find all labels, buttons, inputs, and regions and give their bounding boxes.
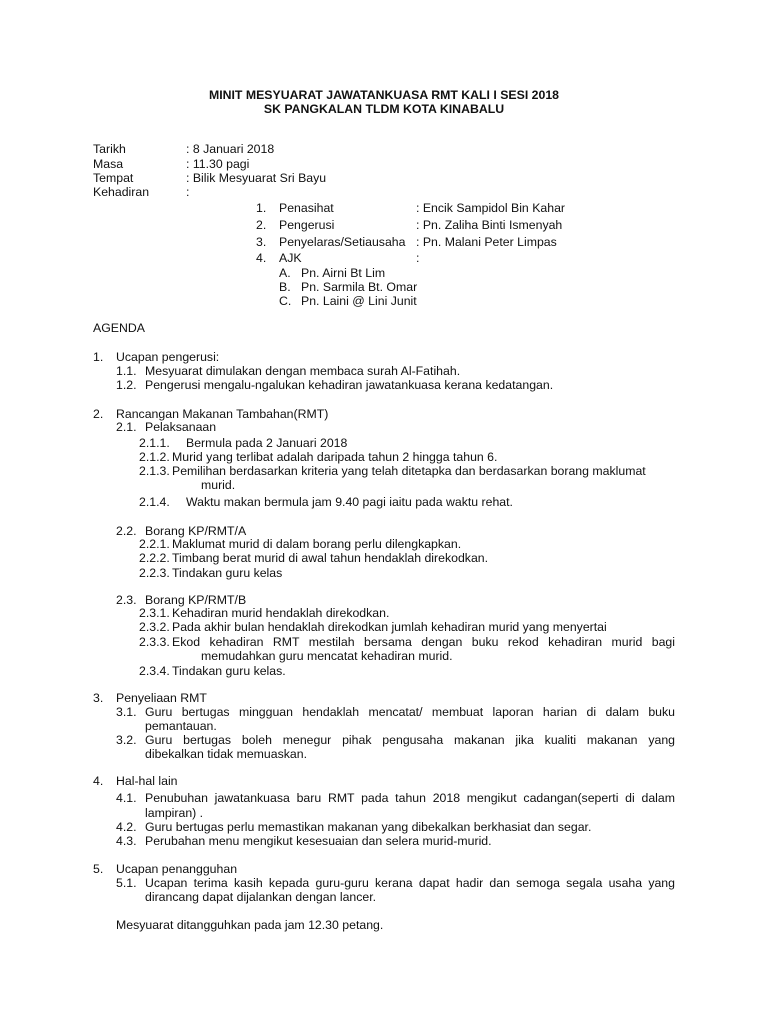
ajk-name: Pn. Airni Bt Lim — [301, 266, 386, 280]
item-number: 4.1. — [116, 791, 137, 805]
item-text-continued: memudahkan guru mencatat kehadiran murid. — [201, 649, 453, 663]
item-number: 2.3.1. — [139, 606, 170, 620]
section-number: 4. — [93, 774, 104, 788]
attendance-role: AJK — [279, 251, 302, 265]
meta-label-attendance: Kehadiran — [93, 185, 150, 199]
document-title: MINIT MESYUARAT JAWATANKUASA RMT KALI I SESI 2018 — [208, 88, 560, 102]
item-number: 4.2. — [116, 820, 137, 834]
item-text: Maklumat murid di dalam borang perlu dilengkapkan. — [172, 537, 462, 551]
item-number: 2.1.2. — [139, 450, 170, 464]
section-title: Hal-hal lain — [116, 774, 178, 788]
subsection-number: 2.3. — [116, 593, 137, 607]
meta-label-place: Tempat — [93, 171, 134, 185]
section-title: Ucapan pengerusi: — [116, 350, 220, 364]
item-text: Murid yang terlibat adalah daripada tahun 2 hingga tahun 6. — [172, 450, 498, 464]
item-text: Guru bertugas boleh menegur pihak pengusaha makanan jika kualiti makanan yang — [145, 733, 675, 747]
item-number: 1.2. — [116, 378, 137, 392]
item-number: 2.3.2. — [139, 620, 170, 634]
subsection-title: Pelaksanaan — [145, 420, 217, 434]
item-text-continued: dibekalkan tidak memuaskan. — [145, 747, 307, 761]
meta-label-time: Masa — [93, 157, 124, 171]
item-text: Pada akhir bulan hendaklah direkodkan jumlah kehadiran murid yang menyertai — [172, 620, 607, 634]
item-number: 2.2.1. — [139, 537, 170, 551]
attendance-role: Pengerusi — [279, 218, 335, 232]
closing-statement: Mesyuarat ditangguhkan pada jam 12.30 petang. — [116, 918, 384, 932]
item-text: Pengerusi mengalu-ngalukan kehadiran jawatankuasa kerana kedatangan. — [145, 378, 554, 392]
attendance-name: : — [416, 251, 420, 265]
item-number: 2.2.3. — [139, 566, 170, 580]
item-text: Timbang berat murid di awal tahun hendaklah direkodkan. — [172, 551, 489, 565]
attendance-number: 2. — [256, 218, 267, 232]
item-number: 2.1.1. — [139, 436, 170, 450]
attendance-number: 1. — [256, 201, 267, 215]
ajk-name: Pn. Laini @ Lini Junit — [301, 294, 417, 308]
attendance-number: 3. — [256, 235, 267, 249]
item-number: 5.1. — [116, 876, 137, 890]
item-number: 2.3.4. — [139, 664, 170, 678]
subsection-title: Borang KP/RMT/B — [145, 593, 247, 607]
agenda-heading: AGENDA — [93, 321, 145, 335]
meta-value-date: : 8 Januari 2018 — [186, 142, 275, 156]
item-text: Waktu makan bermula jam 9.40 pagi iaitu pada waktu rehat. — [186, 495, 513, 509]
section-number: 5. — [93, 862, 104, 876]
item-text-continued: dirancang dapat dijalankan dengan lancer. — [145, 890, 377, 904]
item-text: Perubahan menu mengikut kesesuaian dan selera murid-murid. — [145, 834, 492, 848]
section-number: 3. — [93, 691, 104, 705]
document-subtitle: SK PANGKALAN TLDM KOTA KINABALU — [263, 102, 505, 116]
item-text: Ekod kehadiran RMT mestilah bersama dengan buku rekod kehadiran murid bagi — [172, 635, 675, 649]
item-text: Ucapan terima kasih kepada guru-guru kerana dapat hadir dan semoga segala usaha yang — [145, 876, 675, 890]
item-text: Penubuhan jawatankuasa baru RMT pada tahun 2018 mengikut cadangan(seperti di dalam — [145, 791, 675, 805]
subsection-number: 2.2. — [116, 524, 137, 538]
attendance-role: Penyelaras/Setiausaha — [279, 235, 406, 249]
subsection-number: 2.1. — [116, 420, 137, 434]
item-text-continued: lampiran) . — [145, 806, 204, 820]
item-text: Mesyuarat dimulakan dengan membaca surah Al-Fatihah. — [145, 364, 461, 378]
attendance-name: : Pn. Zaliha Binti Ismenyah — [416, 218, 563, 232]
item-text: Guru bertugas mingguan hendaklah mencatat/ membuat laporan harian di dalam buku — [145, 705, 675, 719]
item-text: Guru bertugas perlu memastikan makanan yang dibekalkan berkhasiat dan segar. — [145, 820, 592, 834]
item-text: Kehadiran murid hendaklah direkodkan. — [172, 606, 390, 620]
ajk-letter: B. — [279, 280, 291, 294]
attendance-name: : Pn. Malani Peter Limpas — [416, 235, 557, 249]
item-text-continued: murid. — [201, 478, 236, 492]
section-number: 1. — [93, 350, 104, 364]
subsection-title: Borang KP/RMT/A — [145, 524, 247, 538]
ajk-letter: A. — [279, 266, 291, 280]
meta-label-date: Tarikh — [93, 142, 126, 156]
item-number: 1.1. — [116, 364, 137, 378]
item-number: 3.1. — [116, 705, 137, 719]
item-text: Tindakan guru kelas. — [172, 664, 286, 678]
section-title: Rancangan Makanan Tambahan(RMT) — [116, 407, 329, 421]
ajk-letter: C. — [279, 294, 292, 308]
item-number: 2.1.4. — [139, 495, 170, 509]
section-title: Ucapan penangguhan — [116, 862, 238, 876]
item-number: 2.3.3. — [139, 635, 170, 649]
item-number: 4.3. — [116, 834, 137, 848]
item-number: 3.2. — [116, 733, 137, 747]
meta-value-place: : Bilik Mesyuarat Sri Bayu — [186, 171, 327, 185]
section-title: Penyeliaan RMT — [116, 691, 207, 705]
item-number: 2.2.2. — [139, 551, 170, 565]
attendance-name: : Encik Sampidol Bin Kahar — [416, 201, 566, 215]
item-text: Pemilihan berdasarkan kriteria yang telah ditetapka dan berdasarkan borang maklumat — [172, 464, 646, 478]
attendance-number: 4. — [256, 251, 267, 265]
item-text: Bermula pada 2 Januari 2018 — [186, 436, 348, 450]
meta-value-time: : 11.30 pagi — [186, 157, 250, 171]
ajk-name: Pn. Sarmila Bt. Omar — [301, 280, 418, 294]
item-text: Tindakan guru kelas — [172, 566, 283, 580]
item-number: 2.1.3. — [139, 464, 170, 478]
meta-value-attendance: : — [186, 185, 190, 199]
item-text-continued: pemantauan. — [145, 719, 217, 733]
section-number: 2. — [93, 407, 104, 421]
attendance-role: Penasihat — [279, 201, 334, 215]
